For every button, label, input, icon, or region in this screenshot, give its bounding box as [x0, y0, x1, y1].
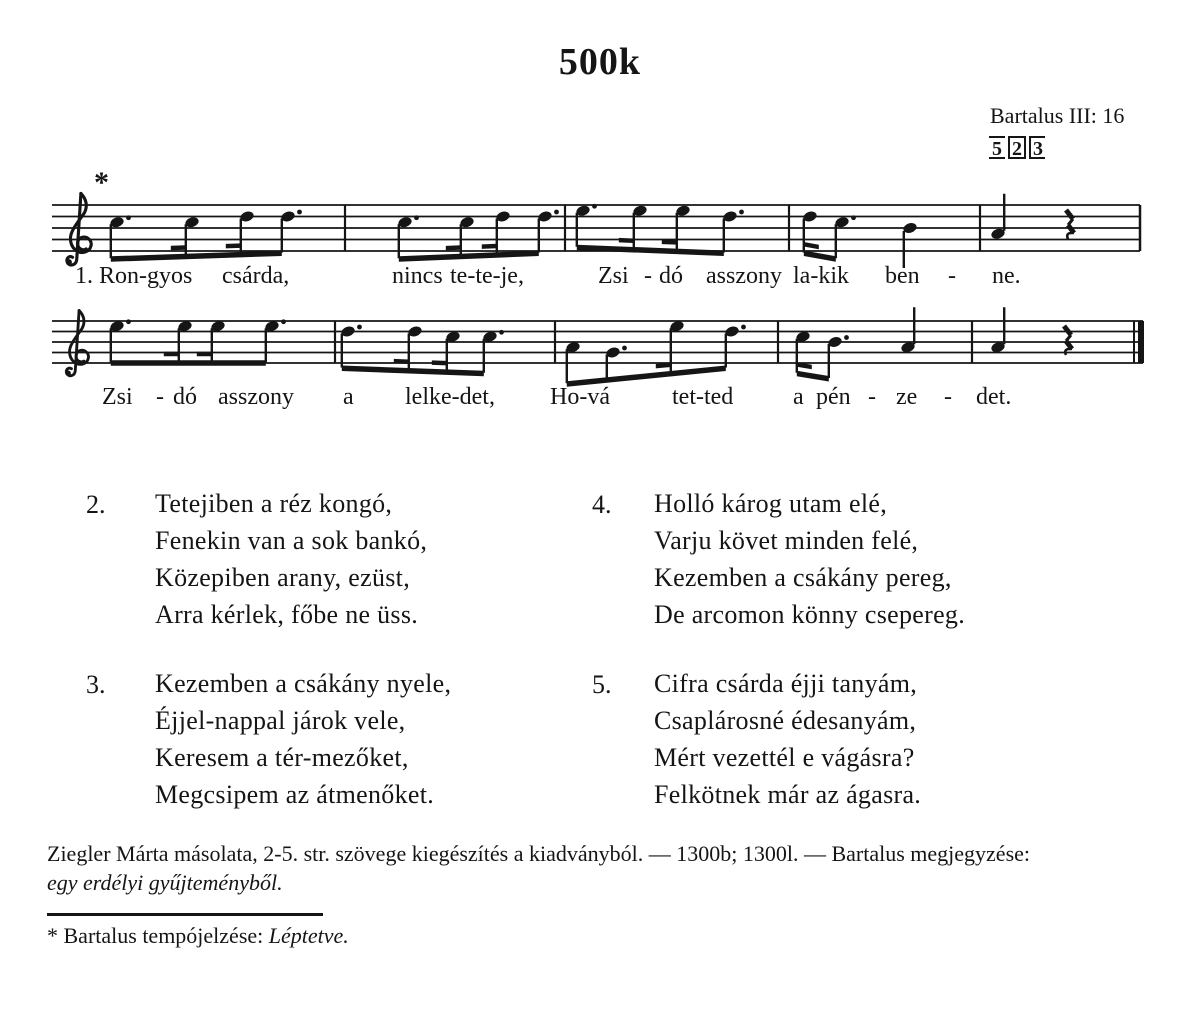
verse-line: Holló károg utam elé, — [654, 489, 888, 518]
cadence-digit: 2 — [1008, 136, 1026, 159]
lyric-syllable: dó — [173, 384, 197, 410]
quarter-rest — [1066, 210, 1074, 239]
verse-line: Arra kérlek, főbe ne üss. — [155, 600, 419, 629]
verse-line: Csaplárosné édesanyám, — [654, 706, 917, 735]
lyric-syllable: Zsi — [598, 263, 629, 289]
source-note-line2: egy erdélyi gyűjteményből. — [47, 870, 283, 895]
quarter-note — [990, 307, 1006, 354]
lyric-syllable: dó — [659, 263, 683, 289]
lyric-syllable: - — [948, 263, 956, 289]
lyric-syllable: ze — [896, 384, 918, 410]
lyric-syllable: a — [793, 384, 804, 410]
lyric-syllable: ben — [885, 263, 920, 289]
verse-line: Kezemben a csákány nyele, — [155, 669, 452, 698]
lyric-syllable: la-kik — [793, 263, 849, 289]
lyric-syllable: pén — [816, 384, 851, 410]
lyric-syllable: asszony — [218, 384, 294, 410]
lyric-syllable: nincs — [392, 263, 443, 289]
beam — [111, 251, 282, 262]
verse-line: Fenekin van a sok bankó, — [155, 526, 428, 555]
lyric-syllable: tet-ted — [672, 384, 734, 410]
verse-line: Kezemben a csákány pereg, — [654, 563, 952, 592]
verse-number: 5. — [592, 670, 612, 699]
verse-text — [654, 665, 921, 813]
beam — [577, 245, 724, 256]
verse-line: De arcomon könny csepereg. — [654, 600, 966, 629]
verse-line: Éjjel-nappal járok vele, — [155, 706, 406, 735]
footnote-tempo-term: Léptetve. — [268, 923, 349, 948]
beamed-note-group — [397, 210, 559, 262]
source-note-line1: Ziegler Márta másolata, 2-5. str. szövege kiegészítés a kiadványból. — 1300b; 1300l. — Bartalus megjegyzése: — [47, 841, 1031, 866]
lyric-syllable: te-te-je, — [450, 263, 524, 289]
lyric-syllable: lelke-det, — [405, 384, 495, 410]
verse-text — [155, 665, 451, 813]
beam — [399, 251, 539, 262]
footnote-text: * Bartalus tempójelzése: — [47, 923, 269, 948]
staff — [52, 307, 1144, 387]
lyric-syllable: - — [644, 263, 652, 289]
verse-text — [654, 485, 965, 633]
lyric-syllable: Ho-vá — [550, 384, 610, 410]
verse-line: Varju követ minden felé, — [654, 526, 919, 555]
lyric-syllable: csárda, — [222, 263, 290, 289]
lyric-syllable: 1. Ron-gyos — [75, 263, 193, 289]
verse-line: Felkötnek már az ágasra. — [654, 780, 922, 809]
cadence-digit: 3 — [1029, 136, 1045, 159]
footnote — [47, 923, 349, 949]
staff — [52, 194, 1140, 269]
beam — [797, 371, 829, 382]
beamed-note-group — [802, 210, 856, 262]
verse-line: Keresem a tér-mezőket, — [155, 743, 409, 772]
verse-line: Tetejiben a réz kongó, — [155, 489, 393, 518]
verse-text — [155, 485, 427, 633]
quarter-rest — [1064, 326, 1072, 355]
source-reference: Bartalus III: 16 — [990, 103, 1125, 128]
verse-number: 3. — [86, 670, 106, 699]
tempo-asterisk: * — [94, 166, 109, 199]
lyric-syllable: det. — [976, 384, 1012, 410]
verse-number: 4. — [592, 490, 612, 519]
beamed-note-group — [795, 330, 849, 381]
beam — [111, 360, 266, 366]
beamed-note-group — [109, 210, 302, 262]
beamed-note-group — [575, 204, 744, 256]
lyric-syllable: Zsi — [102, 384, 133, 410]
lyric-syllable: a — [343, 384, 354, 410]
page-title: 500k — [558, 41, 642, 83]
verse-line: Mért vezettél e vágásra? — [654, 743, 915, 772]
quarter-note — [902, 221, 918, 268]
lyric-syllable: - — [156, 384, 164, 410]
cadence-digit: 5 — [989, 136, 1005, 159]
quarter-note — [900, 307, 916, 354]
lyric-syllable: - — [944, 384, 952, 410]
footnote-rule — [47, 913, 323, 916]
beam — [342, 366, 484, 377]
lyric-syllable: - — [868, 384, 876, 410]
verse-line: Megcsipem az átmenőket. — [155, 780, 435, 809]
beam — [804, 251, 836, 262]
lyric-syllable: ne. — [992, 263, 1021, 289]
verse-line: Közepiben arany, ezüst, — [155, 563, 410, 592]
verse-line: Cifra csárda éjji tanyám, — [654, 669, 918, 698]
lyric-syllable: asszony — [706, 263, 782, 289]
verse-number: 2. — [86, 490, 106, 519]
